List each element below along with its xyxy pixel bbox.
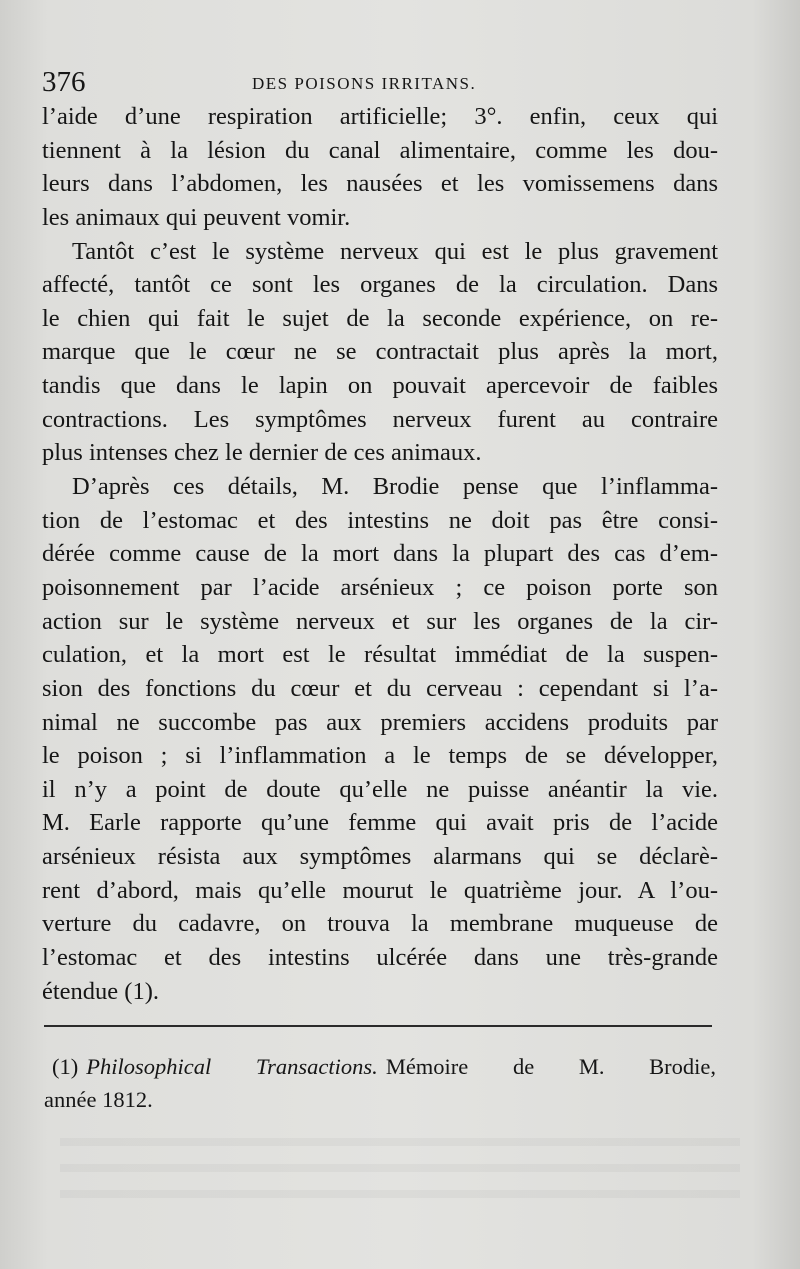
text-line: arsénieux résista aux symptômes alarmans qui se déclarè-	[42, 843, 718, 871]
page-number: 376	[42, 66, 86, 98]
text-line: verture du cadavre, on trouva la membrane muqueuse de	[42, 910, 718, 938]
text-line: plus intenses chez le dernier de ces animaux.	[42, 439, 482, 467]
text-line: tiennent à la lésion du canal alimentaire, comme les dou-	[42, 136, 718, 164]
page-header	[42, 64, 718, 104]
body-text	[42, 100, 718, 1008]
text-line: M. Earle rapporte qu’une femme qui avait pris de l’acide	[42, 809, 718, 837]
text-line: poisonnement par l’acide arsénieux ; ce poison porte son	[42, 573, 718, 601]
text-line: il n’y a point de doute qu’elle ne puisse anéantir la vie.	[42, 775, 718, 803]
footnote	[44, 1050, 716, 1116]
text-line: nimal ne succombe pas aux premiers accidens produits par	[42, 708, 718, 736]
footnote-line: année 1812.	[44, 1087, 153, 1112]
text-line: rent d’abord, mais qu’elle mourut le quatrième jour. A l’ou-	[42, 876, 718, 904]
text-line: leurs dans l’abdomen, les nausées et les vomissemens dans	[42, 170, 718, 198]
text-line: tion de l’estomac et des intestins ne doit pas être consi-	[42, 506, 718, 534]
text-line: étendue (1).	[42, 977, 159, 1005]
text-line: contractions. Les symptômes nerveux furent au contraire	[42, 405, 718, 433]
text-line: action sur le système nerveux et sur les organes de la cir-	[42, 607, 718, 635]
text-line: l’aide d’une respiration artificielle; 3°. enfin, ceux qui	[42, 103, 718, 130]
footnote-text: Mémoire de M. Brodie,	[385, 1054, 716, 1079]
text-line: dérée comme cause de la mort dans la plupart des cas d’em-	[42, 540, 718, 568]
footnote-line	[44, 1050, 716, 1083]
text-line: Tantôt c’est le système nerveux qui est le plus gravement	[72, 237, 718, 265]
text-line: marque que le cœur ne se contractait plus après la mort,	[42, 338, 718, 366]
text-line: D’après ces détails, M. Brodie pense que l’inflamma-	[72, 473, 718, 501]
text-line: tandis que dans le lapin on pouvait apercevoir de faibles	[42, 372, 718, 400]
text-line: culation, et la mort est le résultat immédiat de la suspen-	[42, 641, 718, 669]
text-line: sion des fonctions du cœur et du cerveau : cependant si l’a-	[42, 674, 718, 702]
footnote-rule	[44, 1025, 712, 1027]
text-line: le poison ; si l’inflammation a le temps de se développer,	[42, 742, 718, 770]
running-title: DES POISONS IRRITANS.	[252, 74, 477, 93]
text-line: l’estomac et des intestins ulcérée dans une très-grande	[42, 944, 718, 972]
show-through-texture	[60, 1120, 740, 1210]
text-line: affecté, tantôt ce sont les organes de la circulation. Dans	[42, 271, 718, 299]
text-line: les animaux qui peuvent vomir.	[42, 203, 351, 231]
footnote-mark: (1)	[52, 1054, 79, 1079]
footnote-source: Philosophical Transactions.	[86, 1054, 378, 1079]
text-line: le chien qui fait le sujet de la seconde expérience, on re-	[42, 304, 718, 332]
